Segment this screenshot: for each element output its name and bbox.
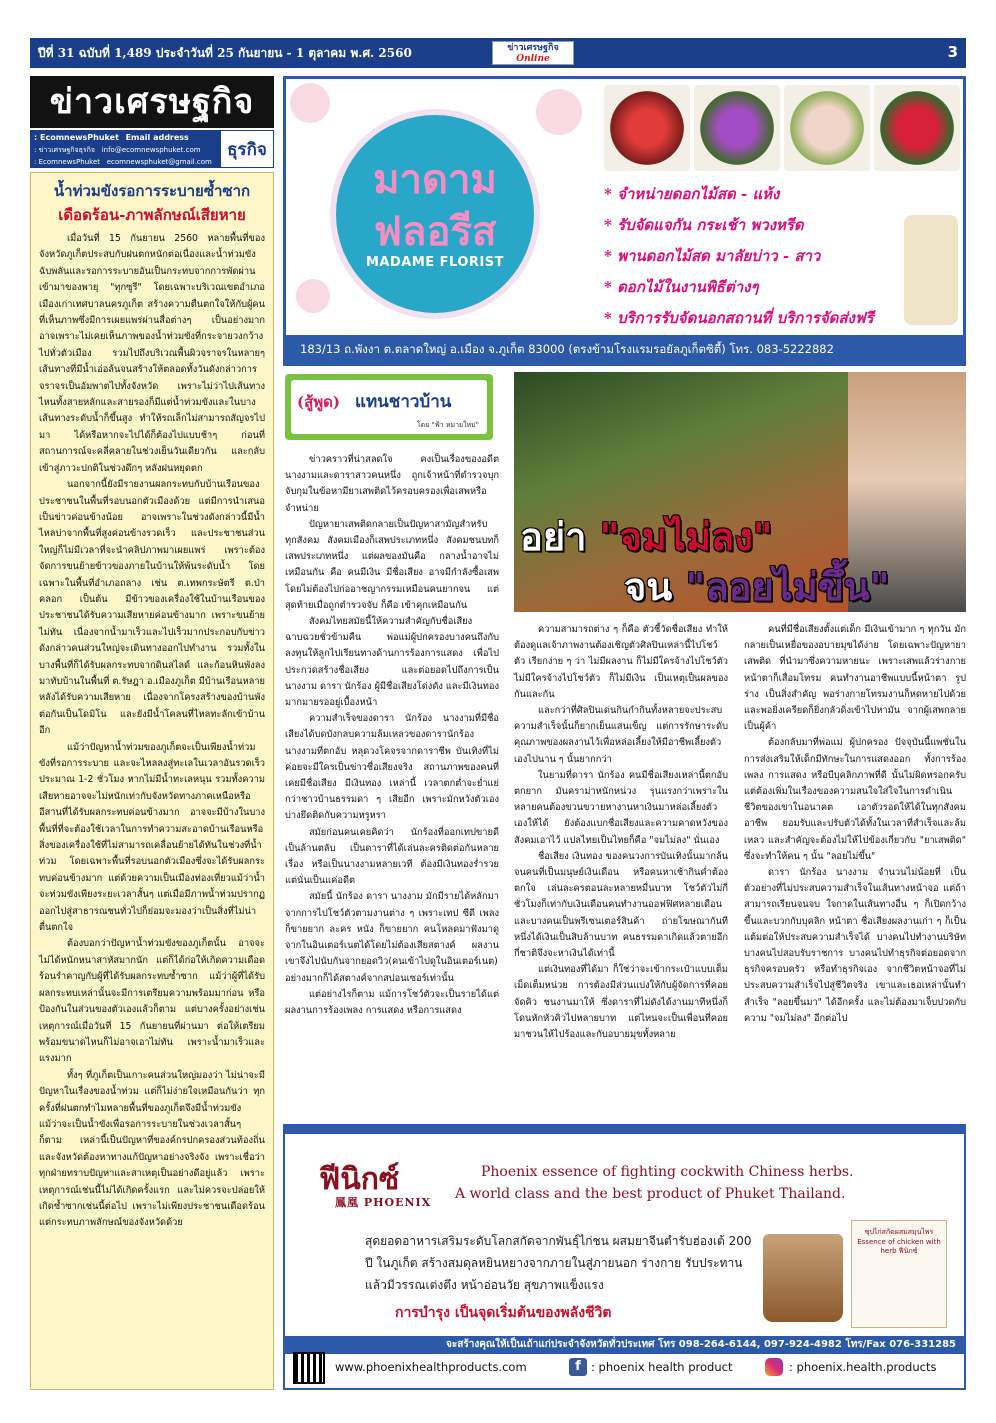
qr-code-icon bbox=[293, 1352, 325, 1384]
article-paragraph: ในยามที่ดารา นักร้อง คนมีชื่อเสียงเหล่านี้ตกอับ ตกยาก มันคราม่าหนักหน่วง รุนแรงกว่าเพราะในหลายคนต้องขวนขวายหางานหาเงินมาหล่อเลี้ยงตัวเองให้ได้ ยังต้องแบกชื่อเสียงและความคาดหวังของสังคมเอาไว้ แปลไทยเป็นไทยก็คือ "จมไม่ลง" นั่นเอง bbox=[514, 769, 728, 846]
florist-advert bbox=[283, 76, 966, 366]
service-item: * จำหน่ายดอกไม้สด - แห้ง bbox=[604, 185, 780, 203]
article-column-3 bbox=[744, 622, 966, 1024]
article-paragraph: ความสามารถต่าง ๆ ก็คือ ตัวชี้วัดชื่อเสียง ทำให้ต้องดูแลเจ้าภาพงานต้องเชิญตัวศิลปินเหล่านี้ไปโชว์ตัว เรียกง่าย ๆ ว่า ไม่มีผลงาน ก็ไม่มีใครจ้างไปโชว์ตัว ไม่มีใครจ้างไปโชว์ตัว ก็ไม่มีเงิน เป็นเหตุเป็นผลของกันและกัน bbox=[514, 624, 728, 700]
blossom-decoration bbox=[290, 83, 330, 123]
left-paragraph: ต้องบอกว่าปัญหาน้ำท่วมขังของภูเก็ตนั้น อาจจะไม่ได้หนักหนาสาหัสมากนัก แต่ก็ได้ก่อให้เกิดความเดือดร้อนรำคาญกับผู้ที่ได้รับผลกระทบซ้ำซาก แม้ว่าผู้ที่ได้รับผลกระทบเหล่านั้นจะมีการเตรียมความพร้อมมาก่อน หรือป้องกันในส่วนของตัวเองแล้วก็ตาม แต่บางครั้งอย่างเช่นเหตุการณ์เมื่อวันที่ 15 กันยายนที่ผ่านมา ต่อให้เตรียมพร้อมขนาดไหนก็ไม่อาจเอาไม่ทัน เพราะน้ำมาเร็วและแรงมาก bbox=[39, 938, 265, 1065]
article-paragraph: ปัญหายาเสพติดกลายเป็นปัญหาสามัญสำหรับทุกสังคม สังคมเมืองก็เสพประเภทหนึ่ง สังคมชนบทก็เสพประเภทหนึ่ง แต่ผลของมันคือ กลางน้ำอาจไม่เหมือนกัน คือ คนมีเงิน มีชื่อเสียง อาจมีกำลังซื้อเสพโดยไม่ต้องไปก่ออาชญากรรมเหมือนคนยากจน แต่สุดท้ายเมื่อถูกตำรวจจับ ก็คือ เข้าคุกเหมือนกัน bbox=[285, 518, 499, 611]
florist-services bbox=[604, 179, 904, 334]
instagram-icon bbox=[765, 1358, 783, 1376]
article-paragraph: ความสำเร็จของดารา นักร้อง นางงามที่มีชื่อเสียงได้บดบังกลบความล้มเหลวของดารานักร้องนางงามที่ตกอับ หลุดวงโคจรจากดาราชีพ บันเทิงที่ไม่ค่อยจะมีใครเป็นข่าวชื่อเสียงจริง สถานภาพของคนที่เคยมีชื่อเสียง มีเงินทอง เหล่านี้ เวลาตกต่ำจะย่ำแย่กว่าชาวบ้านธรรมดา ๆ เสียอีก เพราะมักหวังตัวเองบ่างยึดติดกับความหรูหรา bbox=[285, 713, 499, 822]
headline-l2-prefix: จน bbox=[624, 564, 686, 609]
left-paragraph: เมื่อวันที่ 15 กันยายน 2560 หลายพื้นที่ของจังหวัดภูเก็ตประสบกับฝนตกหนักต่อเนื่องและน้ำท่วมขังฉับพลันและรอการระบายอันเป็นกระทบจากการพัดผ่านเข้ามาของพายุ "ทุกซูรี" โดยเฉพาะบริเวณเขตอำเภอเมืองเก่าเทศบาลนครภูเก็ต สร้างความตื่นตกใจให้กับผู้คนที่เห็นภาพซึ่งมีการเผยแพร่ผ่านสื่อต่างๆ เป็นอย่างมาก อาจเพราะไม่เคยเห็นภาพของน้ำท่วมขังที่กระจายวงกว้างไปทั่วตัวเมือง รวมไปถึงบริเวณพื้นผิวจราจรในหลายๆ เส้นทางที่มีน้ำเอ่อล้นจนสร้างให้ตลอดทั้งวันดังกล่าวการจราจรเป็นอัมพาตไปทั้งจังหวัด เพราะไม่ว่าไปเส้นทางไหนทั้งสายหลักและสายรองก็มีแต่น้ำท่วมขังและในบางเส้นทางระดับน้ำก็ขึ้นสูง ทำให้รถเล็กไม่สามารถสัญจรไปมา ได้หรือหากจะไปได้ก็ต้องไปแบบช้าๆ ก่อนที่สถานการณ์จะคลี่คลายในช่วงเย็นวันเดียวกัน และกลับเข้าสู่ภาวะปกติในช่วงดึกๆ หลังฝนหยุดตก bbox=[39, 233, 265, 474]
article-column-1 bbox=[285, 452, 499, 1016]
headline-l2-quote: "ลอยไม่ขึ้น" bbox=[685, 564, 890, 609]
page-number: 3 bbox=[947, 43, 958, 61]
masthead bbox=[30, 76, 274, 168]
florist-logo-line1: มาดาม bbox=[373, 156, 497, 203]
phoenix-tagline-2: A world class and the best product of Phuket Thailand. bbox=[455, 1186, 846, 1202]
column-byline: โดย "ฟ้า หมายใหม่" bbox=[416, 421, 479, 429]
florist-logo-english: MADAME FLORIST bbox=[365, 255, 505, 270]
headline-l1-quote: "จมไม่ลง" bbox=[599, 514, 773, 559]
issue-line: ปีที่ 31 ฉบับที่ 1,489 ประจำวันที่ 25 กันยายน - 1 ตุลาคม พ.ศ. 2560 bbox=[38, 45, 412, 60]
phoenix-tagline-1: Phoenix essence of fighting cockwith Chiness herbs. bbox=[481, 1164, 854, 1180]
service-item: * บริการรับจัดนอกสถานที่ บริการจัดส่งฟรี bbox=[604, 309, 874, 327]
service-item: * ดอกไม้ในงานพิธีต่างๆ bbox=[604, 278, 759, 296]
flower-photo bbox=[784, 85, 870, 171]
florist-address: 183/13 ถ.พังงา ต.ตลาดใหญ่ อ.เมือง จ.ภูเก็ต 83000 (ตรงข้ามโรงแรมรอยัลภูเก็ตซิตี้) โทร. 083-5222882 bbox=[286, 335, 963, 363]
service-item: * พานดอกไม้สด มาลัยบ่าว - สาว bbox=[604, 247, 821, 265]
blossom-decoration bbox=[536, 89, 582, 135]
left-article bbox=[30, 172, 274, 1390]
product-box-text: ซุปไก่สกัดผสมสมุนไพร Essence of chicken with herb ฟีนิกซ์ bbox=[857, 1228, 941, 1255]
masthead-contacts bbox=[30, 130, 274, 168]
left-article-title-2: เดือดร้อน-ภาพลักษณ์เสียหาย bbox=[58, 206, 246, 224]
phoenix-contact: จะสร้างคุณให้เป็นเถ้าแก่ประจำจังหวัดทั่วประเทศ โทร 098-264-6144, 097-924-4982 โทร/Fax 076-331285 bbox=[285, 1336, 964, 1354]
phoenix-website: www.phoenixhealthproducts.com bbox=[335, 1360, 527, 1374]
article-paragraph: และกว่าที่ศิลปินเด่นกินกำกินทั้งหลายจะประสบความสำเร็จนั้นก็ยากเย็นแสนเข็ญ แต่การรักษาระดับคุณภาพของผลงานไว้เพื่อหล่อเลี้ยงให้มีอาชีพเลี้ยงตัวเองไปนาน ๆ นั้นยากกว่า bbox=[514, 705, 728, 765]
article-paragraph: ต้องกลับมาที่พ่อแม่ ผู้ปกครอง ปัจจุบันนี้แพชั่นในการส่งเสริมให้เด็กมีทักษะในการแสดงออก ทั้งการร้องเพลง การแสดง หรือบีบุคลิกภาพที่ดี นั้นไม่ผิดหรอกครับ แต่ต้องเพิ่มในเรื่องของความสนใจใส่ใจในการดำเนินชีวิตของเขาในอนาคต เอาตัวรอดให้ได้ในทุกสังคมอาชีพ ยอมรับและปรับตัวได้ทั้งในเวลาที่สำเร็จและล้มเหลว และสำคัญจะต้องไม่ให้ไปข้องเกี่ยวกับ "ยาเสพติด" ซึ่งจะทำให้คน ๆ นั้น "ลอยไม่ขึ้น" bbox=[744, 737, 966, 862]
phoenix-instagram: : phoenix.health.products bbox=[789, 1360, 937, 1374]
left-paragraph: แม้ว่าปัญหาน้ำท่วมของภูเก็ตจะเป็นเพียงน้ำท่วมขังที่รอการระบาย และจะไหลลงสู่ทะเลในเวลาอันรวดเร็ว ประมาณ 1-2 ชั่วโมง หากไม่มีน้ำทะเลหนุน รวมทั้งความเสียหายอาจจะไม่หนักเท่ากับจังหวัดทางภาคเหนือหรืออีสานที่ได้รับผลกระทบค่อนข้างมาก อาจจะมีบ้างในบางพื้นที่ที่จะต้องใช้เวลาในการทำความสะอาดบ้านเรือนหรือสิ่งของเครื่องใช้ที่ไม่สามารถเคลื่อนย้ายได้ทันในช่วงที่น้ำท่วม โดยเฉพาะพื้นที่รอบนอกตัวเมืองซึ่งจะได้รับผลกระทบค่อนข้างมาก แต่ด้วยความเป็นเมืองท่องเที่ยวแม้ว่าน้ำจะท่วมขังเพียงระยะเวลาสั้นๆ แต่เมื่อมีภาพน้ำท่วมปรากฏออกไปสู่สาธารณชนทั่วไปก็ย่อมจะมองว่าเป็นสิ่งที่ไม่น่าตื่นตกใจ bbox=[39, 741, 265, 934]
blossom-decoration bbox=[296, 279, 330, 313]
phoenix-advert bbox=[283, 1124, 966, 1390]
left-paragraph: นอกจากนี้ยังมีรายงานผลกระทบกับบ้านเรือนของประชาชนในพื้นที่รอบนอกตัวเมืองด้วย แต่มีการนำเสนอเป็นข่าวค่อนข้างน้อย อาจเพราะในช่วงดังกล่าวนี้มีน้ำไหลบ่าจากพื้นที่สูงค่อนข้างรวดเร็ว และประชาชนส่วนใหญ่ก็ไม่มีเวลาที่จะนำคลิปภาพมาเผยแพร่ เพราะต้องจัดการขนย้ายข้าวของภายในบ้านให้พ้นระดับน้ำ โดยเฉพาะในพื้นที่อำเภอถลาง เช่น ต.เทพกระษัตรี ต.ป่าคลอก เป็นต้น มีข้าวของเครื่องใช้ในบ้านเรือนของประชาชนได้รับความเสียหายค่อนข้างมาก เพราะขนย้ายไม่ทัน เนื่องจากน้ำมาเร็วและไปเร็วมากประกอบกับข่าวดังกล่าวคนส่วนใหญ่จะเดินทางออกไปทำงาน รวมทั้งในบางพื้นที่ก็ได้รับผลกระทบจากดินสไลด์ และก้อนหินพังลงมาทับบ้านในพื้นที่ ต.รัษฎา อ.เมืองภูเก็ต มีบ้านเรือนหลายหลังได้รับความเสียหาย เนื่องจากโครงสร้างของบ้านพังต่อกันเป็นโดมิโน และยังมีน้ำโคลนที่ไหลทะลักเข้าบ้านอีก bbox=[39, 479, 265, 737]
service-item: * รับจัดแจกัน กระเช้า พวงหรีด bbox=[604, 216, 804, 234]
contact-fb-1: : EcomnewsPhuket bbox=[34, 133, 119, 142]
phoenix-brand-thai: ฟีนิกซ์ bbox=[319, 1162, 400, 1197]
florist-logo bbox=[330, 109, 540, 319]
article-column-2 bbox=[514, 622, 728, 1041]
column-logo bbox=[285, 374, 493, 440]
contact-fb-3: : EcomnewsPhuket bbox=[34, 158, 101, 166]
article-paragraph: ดารา นักร้อง นางงาม จำนวนไม่น้อยที่ เป็นตัวอย่างที่ไม่ประสบความสำเร็จในเส้นทางหน้าจอ แต่ถ้าสามารถเรียนจนจบ ใจกาดในเส้นทางอื่น ๆ ก็เปิดกว้างขึ้นและบวกกับบุคลิก หน้าตา ชื่อเสียงผลงานเก่า ๆ ก็เป็นแต้มต่อให้ประสบความสำเร็จได้ บางคนไปทำงานบริษัท บางคนไปสอบรับราชการ บางคนไปทำธุรกิจต่อยอดจากธุรกิจครอบครัว หรือทำธุรกิจเอง จากชีวิตหน้าจอที่ไม่ประสบความสำเร็จไปสู่ชีวิตจริง เขาและเธอเหล่านั้นทำสำเร็จ "ลอยขึ้นมา" ได้อีกครั้ง และไม่ต้องมาเจ็บปวดกับความ "จมไม่ลง" อีกต่อไป bbox=[744, 867, 966, 1024]
flower-photo bbox=[604, 85, 690, 171]
phoenix-facebook: : phoenix health product bbox=[591, 1360, 733, 1374]
left-paragraph: ทั้งๆ ที่ภูเก็ตเป็นเกาะคนส่วนใหญ่มองว่า ไม่น่าจะมีปัญหาในเรื่องของน้ำท่วม แต่ก็ไม่ง่ายใจเหมือนกันว่า ทุกครั้งที่ฝนตกทำไมหลายพื้นที่ของภูเก็ตจึงมีน้ำท่วมขัง แม้ว่าจะเป็นน้ำขังเพื่อรอการระบายในช่วงเวลาสั้นๆ ก็ตาม เหล่านี้เป็นปัญหาที่ของค์กรปกครองส่วนท้องถิ่นและจังหวัดต้องหาทางแก้ปัญหาอย่างจริงจัง เพราะเชื่อว่าทุกฝ่ายทราบปัญหาและสาเหตุเป็นอย่างดีอยู่แล้ว เพราะเหตุการณ์เช่นนี้ไม่ได้เกิดครั้งแรก และไม่ควรจะปล่อยให้เกิดซ้ำซากเช่นนี้ต่อไป เพราะไม่เพียงประชาชนเดือดร้อนแต่กระทบภาพลักษณ์ของจังหวัดด้วย bbox=[39, 1069, 265, 1229]
mini-logo-sub: Online bbox=[516, 54, 550, 64]
left-article-title-1: น้ำท่วมขังรอการระบายซ้ำซาก bbox=[53, 182, 251, 200]
email-label: Email address bbox=[125, 133, 189, 142]
mini-logo-title: ข่าวเศรษฐกิจ bbox=[507, 43, 559, 53]
headline-l1-prefix: อย่า bbox=[520, 514, 600, 559]
facebook-icon: f bbox=[569, 1358, 587, 1376]
phoenix-description: สุดยอดอาหารเสริมระดับโลกสกัดจากพันธุ์ไก่ชน ผสมยาจีนตำรับฮ่องเต้ 200 ปี ในภูเก็ต สร้างสมดุลหยินหยางจากภายในสู่ภายนอก ร่างกาย รับประทานแล้วมีวรรณเต่งตึง หน้าอ่อนวัย สุขภาพแข็งแรง bbox=[365, 1234, 752, 1292]
flower-photos bbox=[604, 85, 960, 171]
phoenix-slogan: การบำรุง เป็นจุดเริ่มต้นของพลังชีวิต bbox=[395, 1305, 612, 1321]
flower-photo bbox=[694, 85, 780, 171]
page-header-bar bbox=[30, 38, 966, 68]
product-box-photo bbox=[851, 1220, 947, 1328]
article-headline bbox=[514, 506, 966, 616]
email-1: info@ecomnewsphuket.com bbox=[101, 146, 201, 154]
flower-photo bbox=[874, 85, 960, 171]
headline-line-2 bbox=[624, 556, 890, 617]
phoenix-brand-en: 鳳凰 PHOENIX bbox=[335, 1196, 432, 1209]
masthead-side-word: ธุรกิจ bbox=[220, 130, 274, 168]
article-paragraph: คนที่มีชื่อเสียงตั้งแต่เด็ก มีเงินเข้ามาก ๆ ทุกวัน มักกลายเป็นเหยื่อของอบายมุขได้ง่าย โดยเฉพาะปัญหายาเสพติด ที่นำมาซึ่งความหายนะ เพราะเสพแล้วร่างกาย หน้าตาก็เสื่อมโทรม คนทำงานอาชีพแบบนี้หน้าตา รูปร่าง เป็นสิ่งสำคัญ พอร่างกายโทรมงานก็หดหายไปด้วย และพอยิ่งเครียดก็ยิ่งกลัวดิ่งเข้าไปหามัน จากผู้เสพกลายเป็นผู้ค้า bbox=[744, 624, 966, 733]
article-paragraph: สมัยก่อนคนเคยคิดว่า นักร้องที่ออกเทปขายดีเป็นล้านตลับ เป็นดาราที่ได้เล่นละครติดต่อกันหลายเรื่อง หรือเป็นนางงามหลายเวที ต้องมีเงินทองร่ำรวย แต่นั่นเป็นแค่อดีต bbox=[285, 826, 499, 887]
florist-logo-line2: ฟลอรีส bbox=[373, 208, 497, 255]
column-logo-prefix: (สู้พูด) bbox=[297, 393, 340, 411]
contact-fb-2: : ข่าวเศรษฐกิจธุรกิจ bbox=[34, 146, 96, 154]
product-jar-photo bbox=[763, 1234, 843, 1322]
article-paragraph: ข่าวคราวที่น่าสลดใจ คงเป็นเรื่องของอดีตนางงามและดาราสาวคนหนึ่ง ถูกเจ้าหน้าที่ตำรวจบุกจับกุมในข้อหามียาเสพติดไว้ครอบครองเพื่อเสพหรือจำหน่าย bbox=[285, 454, 499, 514]
masthead-contact-list bbox=[30, 130, 220, 168]
email-2: ecomnewsphuket@gmail.com bbox=[106, 158, 212, 166]
phoenix-top-band bbox=[285, 1126, 964, 1134]
article-paragraph: ชื่อเสียง เงินทอง ของคนวงการบันเทิงนั้นมากล้นจนคนที่เป็นมนุษย์เงินเดือน หรือคนหาเช้ากินค่ำต้องตกใจ เล่นละครตอนละหลายหมื่นบาท โชว์ตัวไม่กี่ชั่วโมงก็เท่ากับเงินเดือนคนทำงานออฟฟิศหลายเดือน และบางคนเป็นพรีเซนเตอร์สินค้า ถ่ายโฆษณากันทีหนึ่งได้เงินเป็นสิบล้านบาท คนธรรมดาเกิดแล้วตายอีกกี่ชาติจึงจะหาเงินได้เท่านี้ bbox=[514, 850, 728, 960]
article-paragraph: แต่เงินทองที่ได้มา ก็ใช่ว่าจะเข้ากระเป๋าแบบเต็มเม็ดเต็มหน่วย การต้องมีส่วนแบ่งให้กับผู้จัดการที่คอยจัดคิว ชนงานมาให้ ซึ่งดาราที่ไม่ดังได้งานมาทีหนึ่งก็โดนหักหัวคิวไปหลายบาท แต่ไหนจะเป็นเพื่อนที่คอยมาชวนให้ไปร้องและกับอบายมุขทั้งหลาย bbox=[514, 964, 728, 1041]
article-paragraph: สังคมไทยสมัยนี้ให้ความสำคัญกับชื่อเสียง ฉาบฉวยชั่วข้ามคืน พ่อแม่ผู้ปกครองบางคนถึงกับลงทุนให้ลูกไปเรียนทางด้านการร้องการแสดง เพื่อไปประกวดสร้างชื่อเสียง และต่อยอดไปถึงการเป็นนางงาม ดารา นักร้อง ผู้มีชื่อเสียงโด่งดัง และมีเงินทองมากมายรออยู่เบื้องหน้า bbox=[285, 616, 499, 709]
flower-basket-photo bbox=[904, 215, 958, 325]
column-logo-title: แทนชาวบ้าน bbox=[355, 392, 452, 412]
article-paragraph: สมัยนี้ นักร้อง ดารา นางงาม มักมีรายได้หลักมาจากการไปโชว์ตัวตามงานต่าง ๆ เพราะเทป ซีดี เพลง ก็ขายยาก ละคร หนัง ก็ขายยาก คนโหลดมาฟังมาดูจากในอินเตอร์เนตได้โดยไม่ต้องเสียสตางค์ ผลงานเขาจึงไปนับกันจากยอดวิว(คนเข้าไปดูในอินเตอร์เนต) อย่างมากก็ได้สตางค์จากสปอนเซอร์เท่านั้น bbox=[285, 891, 499, 984]
mini-logo bbox=[492, 41, 574, 65]
masthead-name: ข่าวเศรษฐกิจ bbox=[30, 76, 274, 128]
left-article-body bbox=[39, 231, 265, 1232]
article-paragraph: แต่อย่างไรก็ตาม แม้การโชว์ตัวจะเป็นรายได้แต่ผลงานการร้องเพลง การแสดง หรือการแสดง bbox=[285, 988, 499, 1016]
column-logo-inner bbox=[291, 380, 487, 434]
